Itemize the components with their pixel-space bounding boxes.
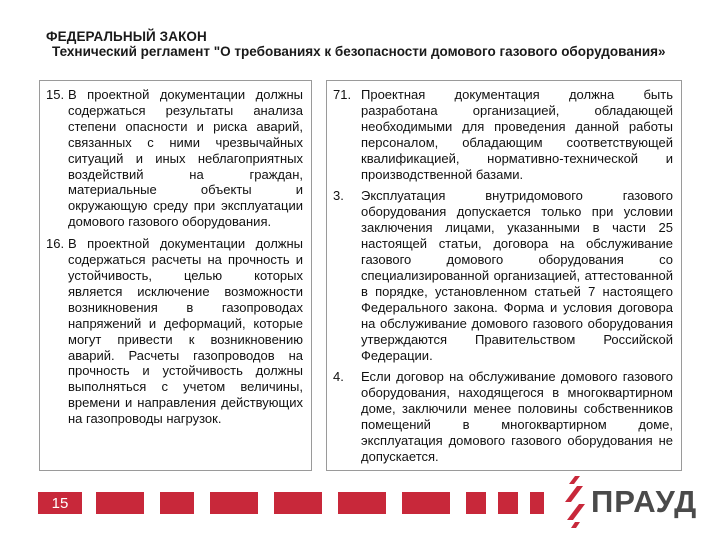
- clause-16: [46, 236, 303, 427]
- header-subtitle: Технический регламент "О требованиях к безопасности домового газового оборудования»: [52, 44, 666, 59]
- clause-text: В проектной документации должны содержаться расчеты на прочность и устойчивость, целью которых является исключение возможности возникновения в газопроводах напряжений и деформаций, которые могут привести к возникновению аварий. Расчеты газопроводов на прочность и устойчивость должны выполняться с учетом величины, времени и направления действующих на газопроводы нагрузок.: [68, 236, 303, 427]
- footer-decor-block: [466, 492, 486, 514]
- clause-number: 4.: [333, 369, 344, 385]
- footer-decor-block: [402, 492, 450, 514]
- clause-71: [333, 87, 673, 182]
- footer-decor-block: [96, 492, 144, 514]
- clause-3: [333, 188, 673, 363]
- footer-decor-block: [210, 492, 258, 514]
- clause-4: [333, 369, 673, 464]
- clause-text: Проектная документация должна быть разработана организацией, обладающей необходимыми для проведения данной работы персоналом, обладающим соответствующей квалификацией, нормативно-технической и производственной базами.: [361, 87, 673, 182]
- clause-number: 15.: [46, 87, 65, 102]
- clause-text: Если договор на обслуживание домового газового оборудования, находящегося в многоквартирном доме, заключили менее половины собственников помещений в многоквартирном доме, эксплуатация домового газового оборудования не допускается.: [361, 369, 673, 464]
- clause-text: В проектной документации должны содержаться результаты анализа степени опасности и риска аварий, связанных с ними чрезвычайных ситуаций и иных неблагоприятных воздействий на граждан, материальные объекты и окружающую среду при эксплуатации домового газового оборудования.: [68, 87, 303, 230]
- left-text-panel: [39, 80, 312, 471]
- page-number-badge: 15: [38, 492, 82, 514]
- footer-decor-block: [160, 492, 194, 514]
- footer-decor-block: [498, 492, 518, 514]
- prowd-logo: [561, 476, 701, 528]
- logo-mark-icon: [561, 476, 587, 528]
- clause-text: Эксплуатация внутридомового газового оборудования допускается только при условии заключения лицами, указанными в части 25 настоящей статьи, договора на обслуживание газового домового оборудования со специализированной организацией, аттестованной в порядке, установленном статьей 7 настоящего Федерального закона. Форма и условия договора на обслуживание домового газового оборудования утверждаются Правительством Российской Федерации.: [361, 188, 673, 363]
- clause-number: 3.: [333, 188, 344, 204]
- logo-text: ПРАУД: [591, 484, 698, 519]
- footer-decor-block: [530, 492, 544, 514]
- clause-number: 71.: [333, 87, 352, 102]
- footer-decor-block: [274, 492, 322, 514]
- clause-number: 16.: [46, 236, 65, 252]
- right-text-panel: [326, 80, 682, 471]
- footer-decor-block: [338, 492, 386, 514]
- header-title: ФЕДЕРАЛЬНЫЙ ЗАКОН: [46, 29, 207, 44]
- clause-15: [46, 87, 303, 230]
